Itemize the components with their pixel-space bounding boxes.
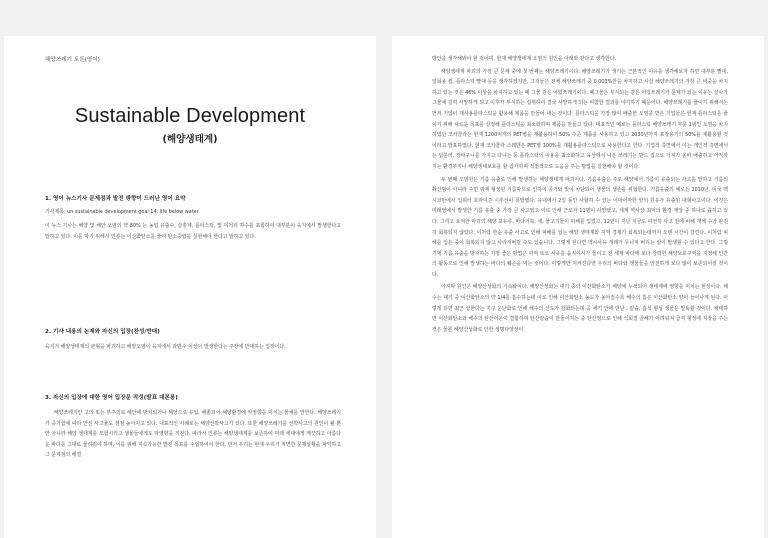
section-statement [45,393,341,461]
section-body: 이 뉴스 기사는 해양 및 해안 오염의 약 80% 는 농업 유출수, 살충제, 플라스틱, 및 미처리 하수를 포함하여 대부분이 육지에서 발생한다고 말하고 있다. 이를 막기 위해서 인류는 이산화탄소를 줄여 탄소중립을 실현해야 한다고 말하고 있다. [45,223,341,240]
section-summary [45,194,341,242]
sub-title: (해양생태계) [162,134,218,145]
doc-header: 해양쓰레기 토론(영어) [45,57,100,63]
page-left [4,36,376,538]
section-body: 육지가 해양생태계의 균형을 파괴하고 해양오염이 육지에서 과반수 이상이 발생한다는 주장에 반대하는 입장이다. [45,344,286,350]
section-heading: 3. 자신의 입장에 대한 영어 입장문 작성(발표 대본용) [45,395,178,401]
section-body: 해양쓰레기란 고의 또는 부주의로 해안에 방치되거나 해양으로 유입, 해졸되어 해양환경에 악영향을 미치는 물체를 말한다. 해양쓰레기가 증가함에 따라 안전 사고율도 점점 높아지고 있다. 대표적인 사례로는 해양선박사고가 있다. 또한 해양쓰레기를 선박사고의 원인이 될 뿐만 아니라 해양 생태계를 모험시키고 생물들에게도 악영향을 끼친다. 따라서 인류는 해양생태계를 보존하여 미래 세대에게 깨끗하고 아름다운 바다를 그대로 물려줘야 하며, 이를 위해 지속가능한 발전 목표를 수립하여야 한다. 먼저 우리는 현재 우리가 직면한 문제상황을 파악하고 그 문제점의 해결 [45,410,341,459]
section-heading: 1. 영어 뉴스기사 문제점과 발전 방향이 드러난 영어 요약 [45,196,186,202]
paragraph: 두 번째 오염원은 기름 유출로 인해 발생하는 해양생태계 파괴이다. 기름유출은 주로 해양에서 기름이 유출되는 사고를 말하고 기름의 확산범이 아니라 수면 위에 형성된 기름막으로 인하여 공기와 빛이 차단되어 생물의 생존을 위협한다. 기름유출의 예로는 2010년, 미국 멕시코만에서 입워터 호라이즌 시추선이 폭발했다. 유내에서 2일 동안 사할하 수 있는 어마어마한 양의 원유가 유출된 대형사고이다. 이것은 미래영에서 발생한 기름 유출 중 가장 큰 사고였고 이로 인해 근로자 11명이 사망했고, 세계 역사상 최악의 환경 재앙 중 하나로 꼽히고 있다. 그리고 요켜한 마리의 해양 포유류, 바다거북, 새, 물고기들이 피해를 입었고, 12년이 지난 지금도 여전히 사고 전에 비해 개체 수가 완전히 회복되지 않았다. 이처럼 한순 유출 사고로 인해 피해를 입는 해양 생태계와 지역 경제가 회복되는데까지 오랜 시간이 걸린다. 이처럼 피해를 입은 중이 회복되지 않고 사라져버릴 수도 있습니다. 그렇게 된다면 멕시사유 게래가 무너져 버리는 일이 발생할 수 있다고 한다. 그렇기에 기름 유출을 방지하는 가장 좋은 방법은 피역 또로 사유를 움직여서가 들이고 전 세계 바다에 보다 강력한 해양보호구역을 지정해 인간의 활동으로 인해 발생하는 바다의 훼손을 막는 것이다. 이렇게만 지켜진다면 우리의 바다와 생물들을 안전하게 보다 많이 보존되어질 것이다. [432,176,728,278]
article-source: 기사제목: un sustainable development goal 14: life below water [45,209,199,215]
paragraph: 아지막 원인은 해양산성화의 가속화이다. 해양산성화는 대기 중의 이산화탄소가 해양에 누적되어 생태계에 영향을 미치는 현상이다. 해수는 대기 중 이산화탄소의 약 1/4를 흡수하는데 이로 인해 이산화탄소 농도가 높아질수록 해수의 흡은 이산화탄소 양이 늘어나게 된다. 이렇게 되면 최근 상한다는 지구 온난화로 인해 해수의 산도가 감화되는데 곧 세기 안에 만난 : 칼슘, 흡석 형성 생물은 말뚝할 것이다. 해태하면 이산화탄소와 해수의 탄산이온이 결합하여 탄산칼슘이 만들어지는 중 탄산염으로 인해 석회질 골해가 어려워져 골격 형성에 지장을 주는 것은 물론 해양산성화로 인한 생명다양성이 [432,284,728,333]
paragraph: 방안을 생각해봐야 할 것이며, 현재 해양생태계 오염의 원인을 아래와 같다고 생각한다. [432,56,617,62]
paragraph: 해양생태계 파괴의 가장 큰 문제 중에 첫 번째는 해양쓰레기이다. 해양쓰레기가 생기는 근본적인 이유를 생각해보자 하면 대부분 빨대, 일회용 컵, 플라스틱 빨대 등을 생각하겠지만, 그것들은 전체 해양쓰레기 중 0.003%만을 차지하고 사실 해양쓰레기의 가장 큰 비중을 차지하고 있는 것은 46% 이상을 차지하고 있는 폐 그물 같은 어업쓰레기이다. 폐그물은 부식되는 같은 어업쓰레기가 문제가 되는 이유는 살아가 그물에 걸려 사망하게 되고 이후가 부식하는 섭취하여 결국 사망하게 되는 비참한 결과를 야기하기 때문이다. 해양쓰레기를 줄이기 위해서는 먼저 기업이 재사용플라스틱을 활용해 제품을 만들어 내는 것이다. 플라스틱을 가장 많이 배출한 오염을 받은 기업들은 현재 플라스틱을 줄이기 위해 새로운 목표를 설정해 플라스틱을 최소화하며 제품을 만들고 있다. 대표적인 예로는 플라스틱 해양쓰레기 부문 1위인 오염을 차지하였던 코카콜라는 현재 1200억개의 PET병을 재활용하여 50% 수준 제품을 사용하고 있고 2030년까지 포장용기의 50%를 재활용할 것이라고 발표하였다. 현재 코카콜라 스웨덴은 PET병 100%를 재활용플라스틱으로 사용한다고 한다. 기업적 측면에서 이는 개인적 측면에서는 텀블러, 장바구니를 가지고 다니는 등 플라스틱의 이용을 최소화하고 육상에서 나온 쓰레기는 반드 집으로 가져가 올바 배출하고 아직까지는 환경부지나 해양생태보호를 할 참가하며 적절적으로 도움을 주는 방법을 실천해야 할 것이다. [432,68,728,170]
right-column [432,54,728,337]
section-position [45,327,341,353]
main-title: Sustainable Development [74,105,306,127]
section-heading: 2. 기사 내용의 논제와 자신의 입장(찬성/반대) [45,329,160,335]
title-block [4,105,376,145]
page-right [392,36,764,538]
